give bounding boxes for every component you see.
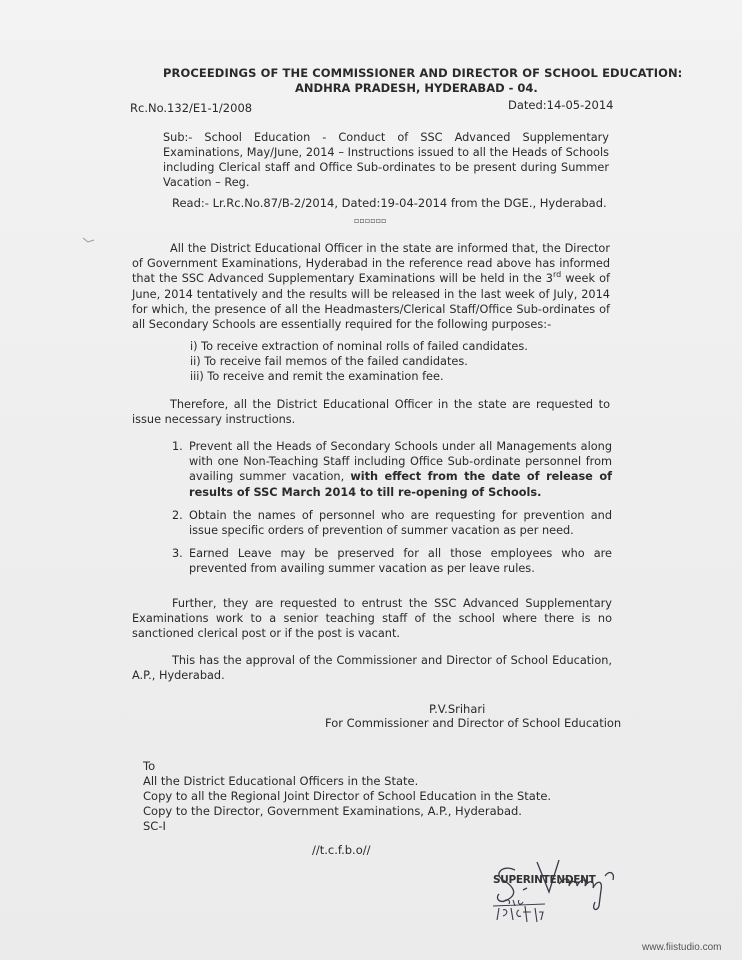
purpose-item-2: ii) To receive fail memos of the failed candidates.	[190, 355, 468, 368]
instruction-index: 1.	[172, 440, 183, 453]
signatory-name: P.V.Srihari	[429, 702, 486, 716]
handwritten-signature-icon	[485, 850, 625, 930]
instruction-text: Earned Leave may be preserved for all those employees who are prevented from availing summer vacation as per leave rules.	[189, 547, 612, 576]
paragraph-1-superscript: rd	[552, 270, 562, 280]
stray-mark-icon	[82, 236, 96, 244]
header-line-1: PROCEEDINGS OF THE COMMISSIONER AND DIRECTOR OF SCHOOL EDUCATION:	[163, 66, 683, 80]
paragraph-3: Further, they are requested to entrust the SSC Advanced Supplementary Examinations work to a senior teaching staff of the school where there is no sanctioned clerical post or if the post is vacant.	[132, 597, 612, 641]
read-reference: Read:- Lr.Rc.No.87/B-2/2014, Dated:19-04-2014 from the DGE., Hyderabad.	[172, 196, 607, 210]
reference-number: Rc.No.132/E1-1/2008	[130, 101, 253, 115]
paragraph-1-part2: week of June, 2014 tentatively and the results will be released in the last week of July, 2014 for which, the presence of all the Headmasters/Clerical Staff/Office Sub-ordinates of all Secondary Schools are essentially required for the following purposes:-	[132, 272, 610, 332]
instruction-text: Prevent all the Heads of Secondary Schools under all Managements along with one Non-Teaching Staff including Office Sub-ordinate personnel from availing summer vacation,	[189, 440, 612, 484]
watermark-text: www.fiistudio.com	[642, 942, 722, 953]
ornament-divider: ▫▫▫▫▫▫	[354, 216, 387, 225]
date: Dated:14-05-2014	[508, 98, 614, 112]
paragraph-1	[132, 241, 610, 332]
instruction-index: 2.	[172, 509, 183, 522]
true-copy-forwarded: //t.c.f.b.o//	[312, 843, 371, 857]
paragraph-4: This has the approval of the Commissioner and Director of School Education, A.P., Hyderabad.	[132, 654, 612, 683]
instruction-item-1	[172, 439, 612, 500]
distribution-item-2: Copy to all the Regional Joint Director of School Education in the State.	[143, 789, 552, 803]
to-label: To	[143, 759, 156, 773]
instruction-text: Obtain the names of personnel who are requesting for prevention and issue specific orders of prevention of summer vacation as per need.	[189, 509, 612, 538]
instruction-item-3	[172, 546, 612, 576]
instruction-index: 3.	[172, 547, 183, 560]
header-line-2: ANDHRA PRADESH, HYDERABAD - 04.	[295, 81, 538, 95]
instruction-item-2	[172, 508, 612, 538]
purpose-item-3: iii) To receive and remit the examination fee.	[190, 370, 444, 383]
distribution-item-1: All the District Educational Officers in the State.	[143, 774, 419, 788]
purpose-item-1: i) To receive extraction of nominal rolls of failed candidates.	[190, 340, 528, 353]
distribution-item-3: Copy to the Director, Government Examinations, A.P., Hyderabad.	[143, 804, 522, 818]
subject: Sub:- School Education - Conduct of SSC Advanced Supplementary Examinations, May/June, 2014 – Instructions issued to all the Heads of Schools including Clerical staff and Office Sub-ordinates to be present during Summer Vacation – Reg.	[163, 131, 609, 189]
signatory-designation: For Commissioner and Director of School Education	[325, 716, 622, 730]
distribution-item-4: SC-I	[143, 819, 166, 833]
paragraph-2: Therefore, all the District Educational Officer in the state are requested to issue necessary instructions.	[132, 398, 610, 427]
paragraph-1-part1: All the District Educational Officer in the state are informed that, the Director of Government Examinations, Hyderabad in the reference read above has informed that the SSC Advanced Supplementary Examinations will be held in the 3	[132, 242, 610, 286]
instruction-bold-text: with effect from the date of release of results of SSC March 2014 to till re-opening of Schools.	[189, 470, 612, 499]
superintendent-stamp: SUPERINTENDENT	[493, 874, 596, 886]
